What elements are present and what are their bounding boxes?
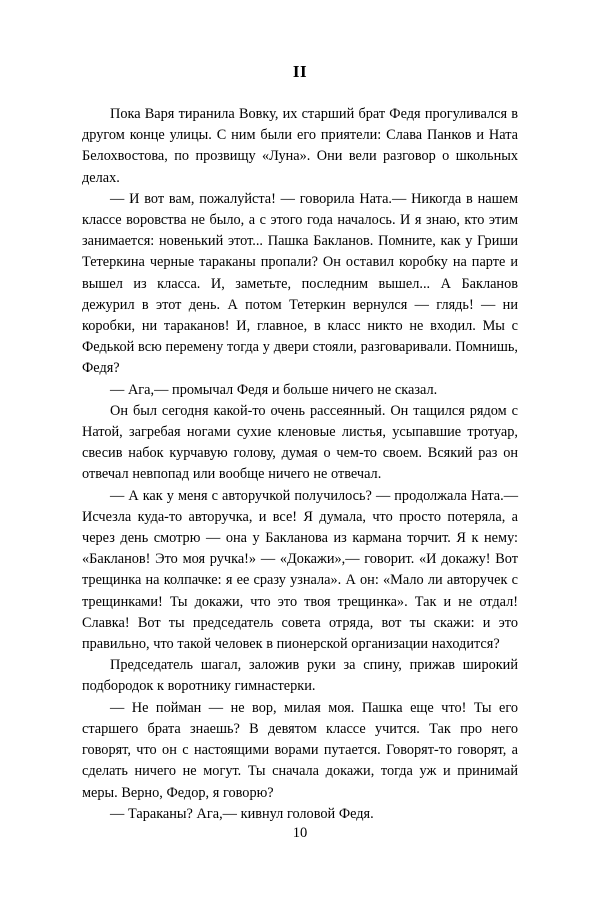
paragraph: Он был сегодня какой-то очень рассеянный. Он тащился рядом с Натой, загребая ногами сухие кленовые листья, усыпавшие тротуар, свесив набок курчавую голову, думая о чем-то своем. Всякий раз он отвечал невпопад или вообще ничего не отвечал.	[82, 402, 518, 483]
page-number: 10	[292, 825, 308, 841]
paragraph: — Не пойман — не вор, милая моя. Пашка еще что! Ты его старшего брата знаешь? В девятом классе учится. Так про него говорят, что он с настоящими ворами путается. Говорят-то говорят, а сделать ничего не могут. Ты сначала докажи, тогда уж и принимай меры. Верно, Федор, я говорю?	[82, 699, 518, 801]
paragraph: — И вот вам, пожалуйста! — говорила Ната.— Никогда в нашем классе воровства не было, а с этого года началось. И я знаю, кто этим занимается: новенький этот... Пашка Бакланов. Помните, как у Гриши Тетеркина черные тараканы пропали? Он оставил коробку на парте и вышел из класса. И, заметьте, последним вышел... А Бакланов дежурил в этот день. А потом Тетеркин вернулся — глядь! — ни коробки, ни тараканов! И, главное, в класс никто не входил. Мы с Федькой всю перемену тогда у двери стояли, разговаривали. Помнишь, Федя?	[82, 190, 518, 377]
paragraph: — Тараканы? Ага,— кивнул головой Федя.	[110, 805, 374, 822]
paragraph: — А как у меня с авторучкой получилось? — продолжала Ната.— Исчезла куда-то авторучка, и все! Я думала, что просто потеряла, а через день смотрю — она у Бакланова из кармана торчит. Я к нему: «Бакланов! Это моя ручка!» — «Докажи»,— говорит. «И докажу! Вот трещинка на колпачке: я ее сразу узнала». А он: «Мало ли авторучек с трещинками! Ты докажи, что это твоя трещинка». Так и не отдал! Славка! Вот ты председатель совета отряда, вот ты скажи: и это правильно, что такой человек в пионерской организации находится?	[82, 487, 518, 653]
paragraph: Председатель шагал, заложив руки за спину, прижав широкий подбородок к воротнику гимнастерки.	[82, 657, 518, 695]
chapter-number: II	[292, 62, 308, 81]
body-text	[0, 82, 600, 825]
paragraph: — Ага,— промычал Федя и больше ничего не сказал.	[110, 381, 438, 398]
paragraph: Пока Варя тиранила Вовку, их старший брат Федя прогуливался в другом конце улицы. С ним были его приятели: Слава Панков и Ната Белохвостова, по прозвищу «Луна». Они вели разговор о школьных делах.	[82, 106, 518, 186]
